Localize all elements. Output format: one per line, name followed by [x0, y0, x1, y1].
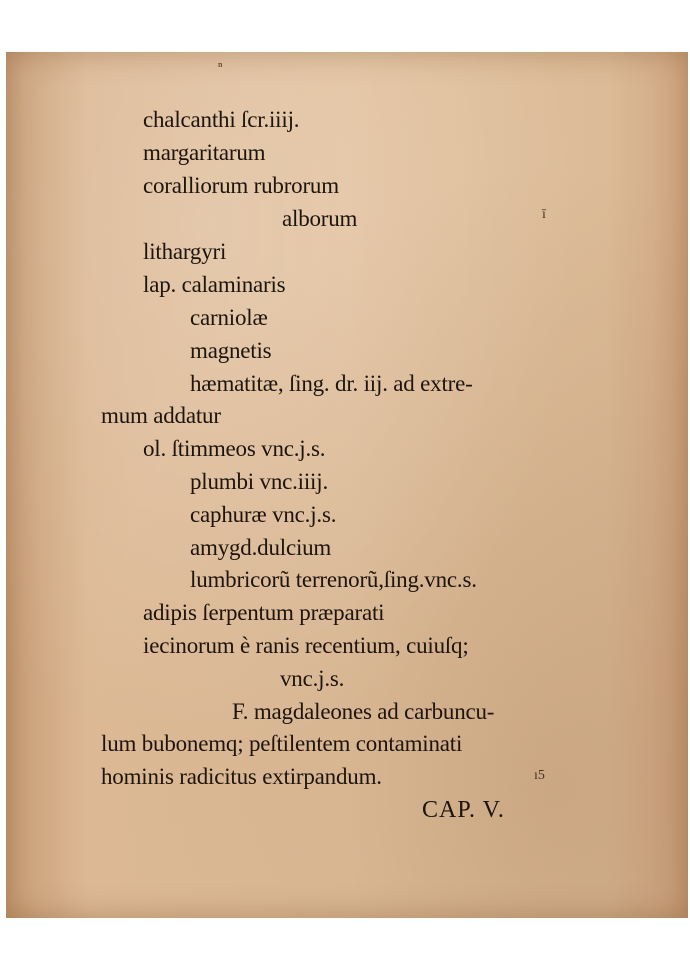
text-line-21: hominis radicitus extirpandum.: [101, 764, 382, 789]
margin-mark-right: ī: [542, 207, 546, 222]
text-line-8: magnetis: [190, 338, 272, 363]
margin-mark-bottom: ı5: [534, 768, 545, 783]
text-line-2: margaritarum: [143, 140, 266, 165]
text-line-7: carniolæ: [190, 305, 268, 330]
book-page: [6, 52, 688, 918]
text-line-4: alborum: [282, 206, 358, 231]
text-line-5: lithargyri: [143, 239, 227, 264]
text-line-13: caphuræ vnc.j.s.: [190, 502, 337, 527]
text-line-11: ol. ſtimmeos vnc.j.s.: [143, 436, 326, 461]
text-line-14: amygd.dulcium: [190, 535, 332, 560]
text-line-18: vnc.j.s.: [280, 666, 345, 691]
text-line-15: lumbricorũ terrenorũ,ſing.vnc.s.: [190, 567, 477, 592]
text-line-12: plumbi vnc.iiij.: [190, 469, 328, 494]
text-line-9: hæmatitæ, ſing. dr. iij. ad extre-: [190, 371, 473, 396]
text-line-20: lum bubonemq; peſtilentem contaminati: [101, 731, 463, 756]
text-line-17: iecinorum è ranis recentium, cuiuſq;: [143, 633, 469, 658]
text-line-16: adipis ſerpentum præparati: [143, 600, 385, 625]
text-line-1: chalcanthi ſcr.iiij.: [143, 107, 300, 132]
text-line-10: mum addatur: [101, 403, 221, 428]
text-line-3: coralliorum rubrorum: [143, 173, 339, 198]
text-line-19: F. magdaleones ad carbuncu-: [232, 699, 495, 724]
top-mark: ⁿ: [218, 60, 223, 75]
text-line-6: lap. calaminaris: [143, 272, 286, 297]
chapter-heading: CAP. V.: [422, 797, 505, 823]
